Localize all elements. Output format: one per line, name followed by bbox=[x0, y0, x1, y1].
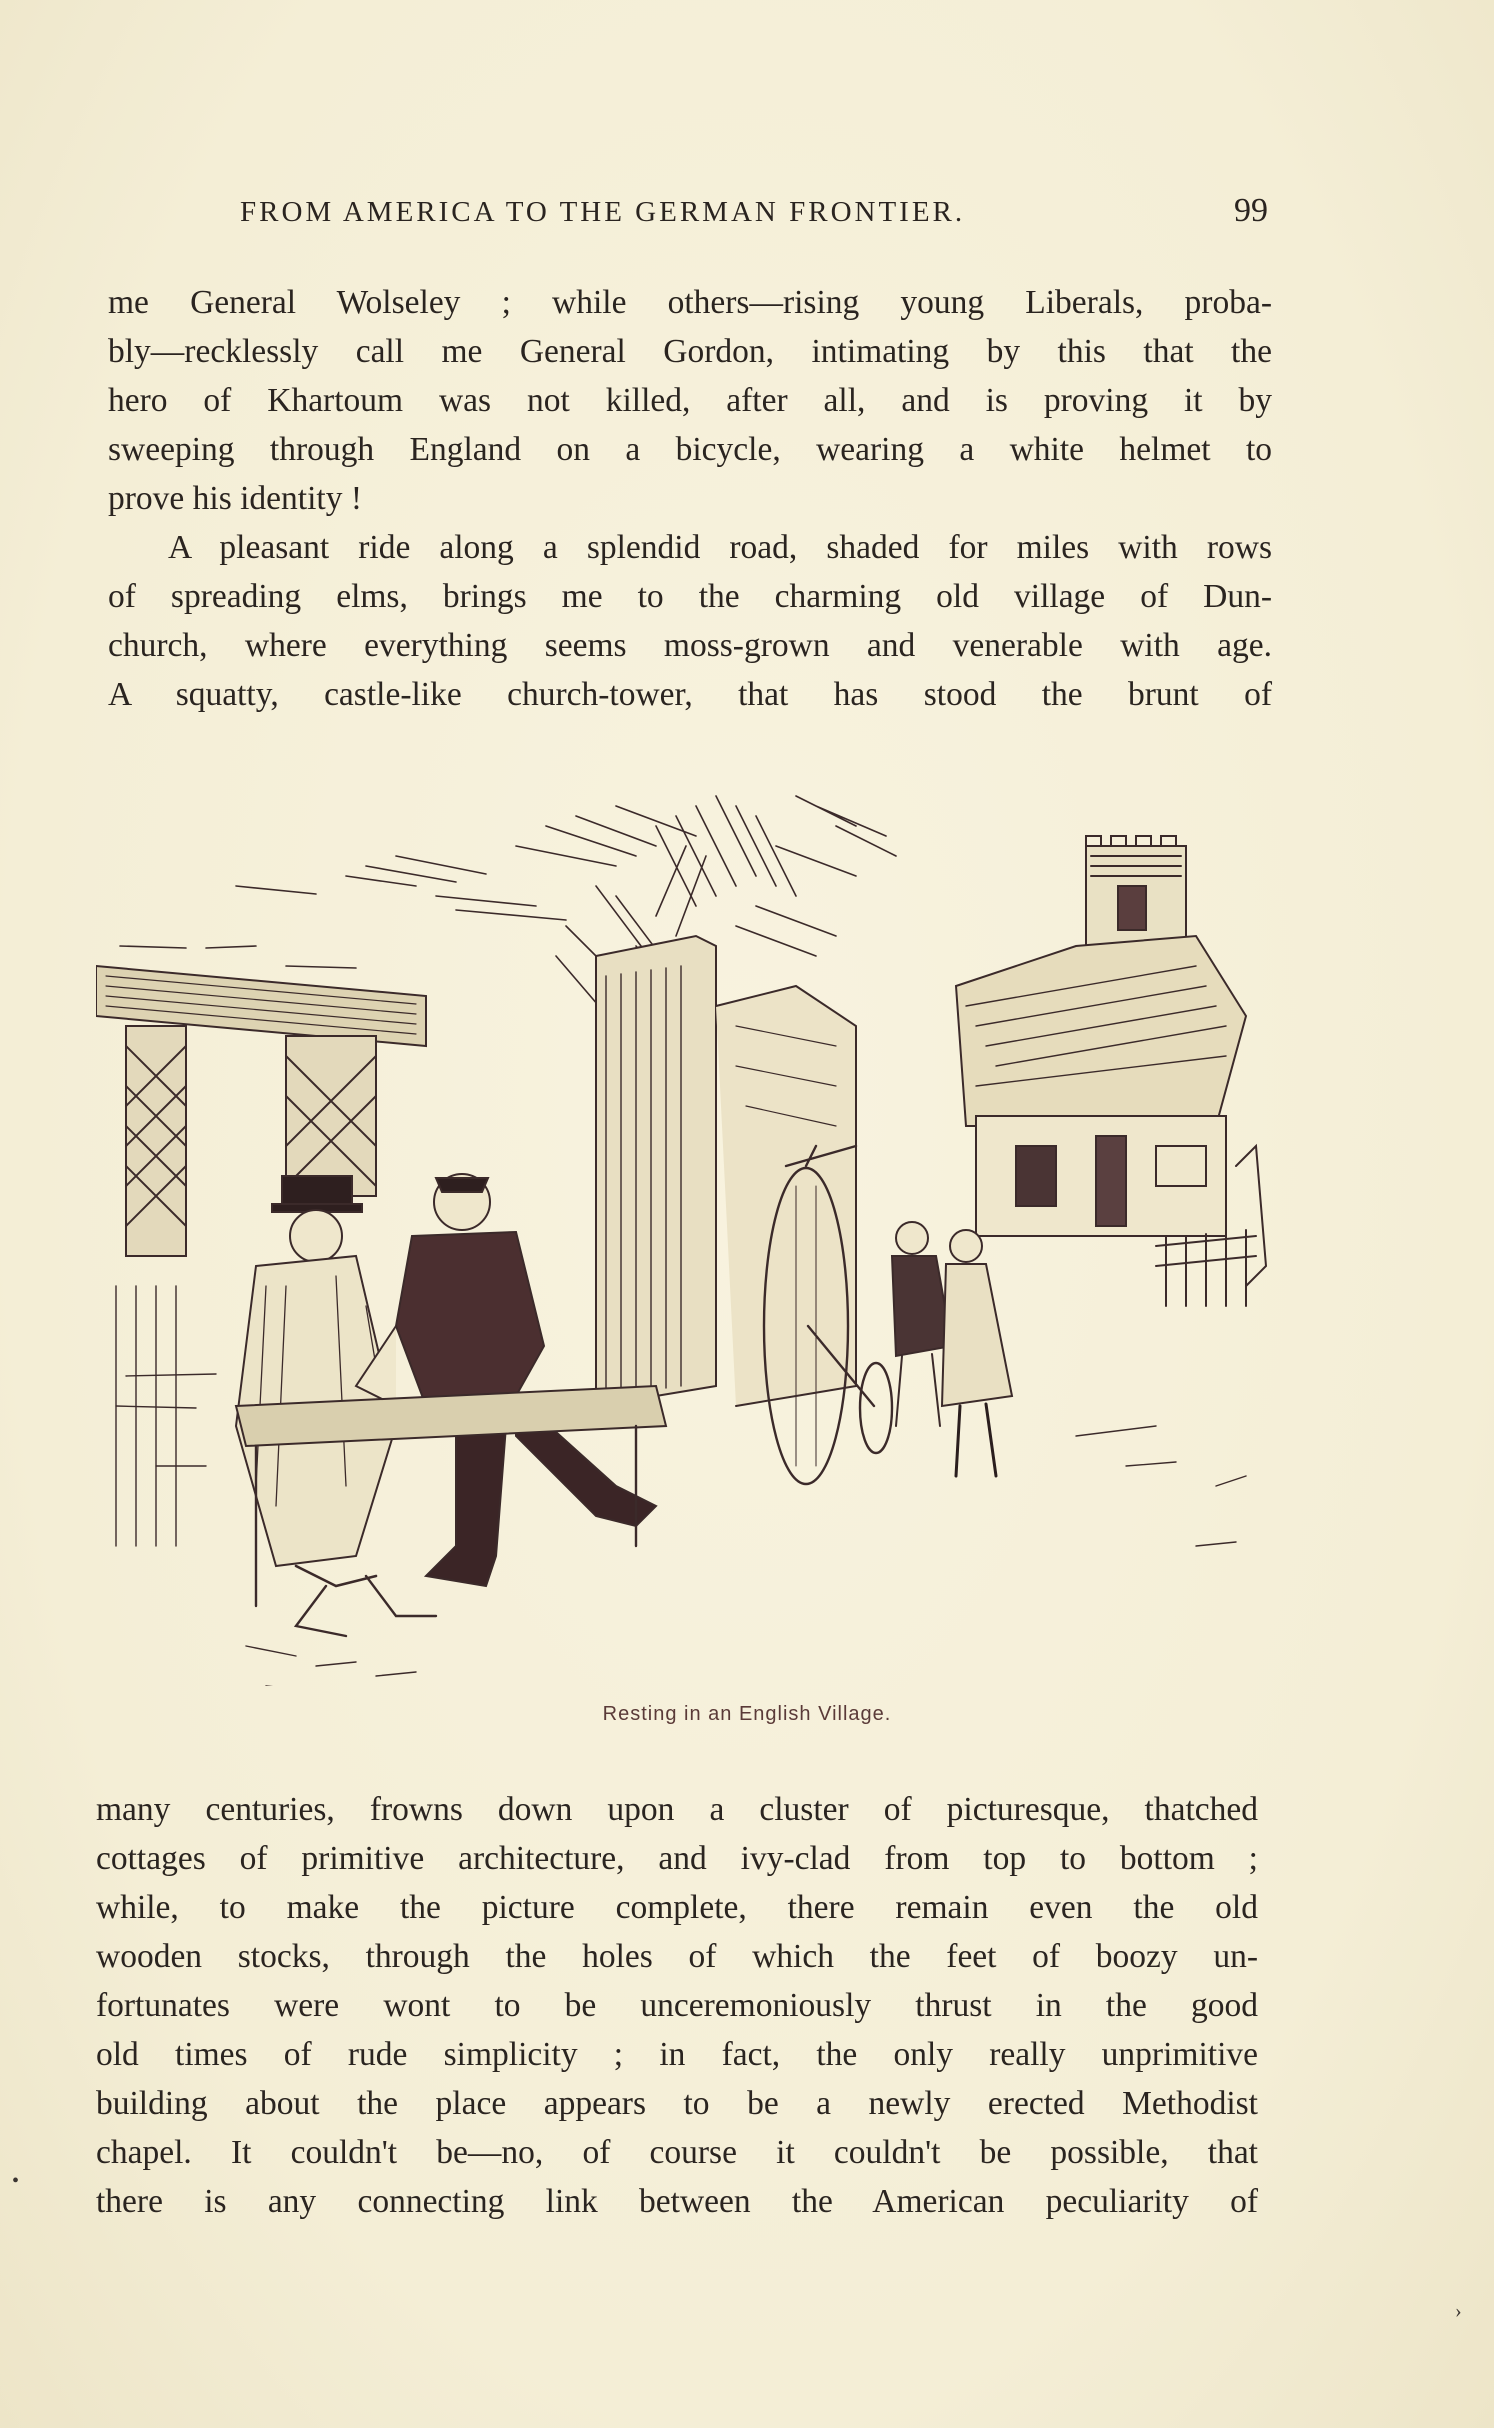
text-line: bly—recklessly call me General Gordon, intimating by this that the bbox=[108, 333, 1272, 370]
text-line: building about the place appears to be a newly erected Methodist bbox=[96, 2085, 1258, 2122]
text-line: while, to make the picture complete, there remain even the old bbox=[96, 1889, 1258, 1926]
text-line: church, where everything seems moss-grown and venerable with age. bbox=[108, 627, 1272, 664]
paragraph-3 bbox=[96, 1785, 1258, 2226]
text-line: of spreading elms, brings me to the charming old village of Dun- bbox=[108, 578, 1272, 615]
text-line: prove his identity ! bbox=[108, 480, 362, 517]
running-head bbox=[98, 192, 1268, 230]
paragraph-2 bbox=[108, 523, 1272, 719]
illustration-caption: Resting in an English Village. bbox=[602, 1703, 892, 1725]
text-line: hero of Khartoum was not killed, after all, and is proving it by bbox=[108, 382, 1272, 419]
text-line: chapel. It couldn't be—no, of course it couldn't be possible, that bbox=[96, 2134, 1258, 2171]
paragraph-1 bbox=[108, 278, 1272, 523]
margin-speck: • bbox=[12, 2170, 20, 2192]
running-title: FROM AMERICA TO THE GERMAN FRONTIER. bbox=[240, 196, 966, 228]
text-line: me General Wolseley ; while others—rising young Liberals, proba- bbox=[108, 284, 1272, 321]
text-line: A squatty, castle-like church-tower, that has stood the brunt of bbox=[108, 676, 1272, 713]
children-figures bbox=[892, 1222, 1012, 1476]
text-line: sweeping through England on a bicycle, wearing a white helmet to bbox=[108, 431, 1272, 468]
text-line: cottages of primitive architecture, and ivy-clad from top to bottom ; bbox=[96, 1840, 1258, 1877]
margin-speck: › bbox=[1455, 2300, 1462, 2322]
page-number: 99 bbox=[1234, 192, 1268, 229]
text-line: wooden stocks, through the holes of which the feet of boozy un- bbox=[96, 1938, 1258, 1975]
thatched-cottage bbox=[956, 936, 1246, 1236]
text-line: A pleasant ride along a splendid road, shaded for miles with rows bbox=[168, 529, 1272, 566]
text-line: there is any connecting link between the American peculiarity of bbox=[96, 2183, 1258, 2220]
text-line: fortunates were wont to be unceremoniously thrust in the good bbox=[96, 1987, 1258, 2024]
text-line: old times of rude simplicity ; in fact, the only really unprimitive bbox=[96, 2036, 1258, 2073]
text-line: many centuries, frowns down upon a cluster of picturesque, thatched bbox=[96, 1791, 1258, 1828]
village-illustration bbox=[96, 786, 1278, 1686]
